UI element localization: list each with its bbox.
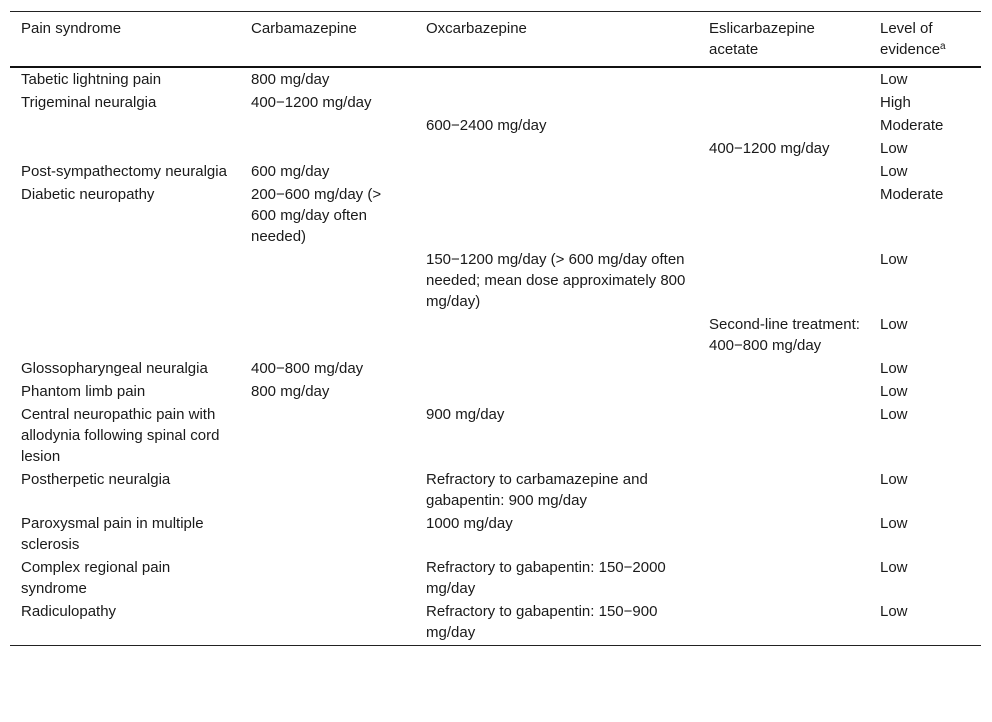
- cell-eslicarbazepine: [698, 67, 869, 91]
- cell-oxcarbazepine: Refractory to gabapentin: 150−2000 mg/day: [426, 559, 666, 597]
- cell-carbamazepine: [240, 248, 415, 313]
- footnote-marker: a: [940, 41, 946, 52]
- cell-syndrome: [10, 137, 240, 160]
- table-row: [10, 512, 981, 556]
- cell-level: Low: [880, 406, 908, 423]
- evidence-table: [10, 11, 981, 646]
- cell-oxcarbazepine: [415, 357, 698, 380]
- cell-level: Low: [880, 559, 908, 576]
- table-row: [10, 380, 981, 403]
- table-row: [10, 114, 981, 137]
- cell-oxcarbazepine: Refractory to carbamazepine and gabapentin: 900 mg/day: [426, 471, 648, 509]
- cell-eslicarbazepine: [698, 600, 869, 646]
- cell-oxcarbazepine: 1000 mg/day: [426, 515, 513, 532]
- cell-carbamazepine: 200−600 mg/day (> 600 mg/day often needed): [251, 186, 382, 245]
- header-level-of-evidence: [869, 12, 981, 68]
- cell-eslicarbazepine: [698, 468, 869, 512]
- cell-oxcarbazepine: 600−2400 mg/day: [426, 117, 547, 134]
- cell-syndrome: Post-sympathectomy neuralgia: [21, 163, 227, 180]
- table-row: [10, 160, 981, 183]
- table-row: [10, 248, 981, 313]
- table-row: [10, 403, 981, 468]
- table-row: [10, 137, 981, 160]
- cell-carbamazepine: [240, 556, 415, 600]
- cell-eslicarbazepine: [698, 512, 869, 556]
- cell-carbamazepine: [240, 468, 415, 512]
- cell-carbamazepine: [240, 313, 415, 357]
- cell-carbamazepine: [240, 403, 415, 468]
- cell-eslicarbazepine: [698, 357, 869, 380]
- cell-syndrome: Paroxysmal pain in multiple sclerosis: [21, 515, 204, 553]
- cell-level: Low: [880, 140, 908, 157]
- cell-oxcarbazepine: 900 mg/day: [426, 406, 505, 423]
- cell-level: Moderate: [880, 186, 944, 203]
- cell-oxcarbazepine: [415, 183, 698, 248]
- header-oxcarbazepine: Oxcarbazepine: [426, 20, 527, 37]
- cell-level: Low: [880, 515, 908, 532]
- cell-syndrome: [10, 248, 240, 313]
- cell-level: Low: [880, 316, 908, 333]
- cell-carbamazepine: 400−1200 mg/day: [251, 94, 372, 111]
- cell-level: Moderate: [880, 117, 944, 134]
- header-level-label: Level of evidence: [880, 20, 941, 58]
- cell-oxcarbazepine: [415, 67, 698, 91]
- cell-syndrome: Tabetic lightning pain: [21, 71, 162, 88]
- cell-oxcarbazepine: [415, 380, 698, 403]
- cell-eslicarbazepine: [698, 91, 869, 114]
- cell-oxcarbazepine: [415, 137, 698, 160]
- cell-level: Low: [880, 163, 908, 180]
- table-row: [10, 357, 981, 380]
- cell-syndrome: [10, 313, 240, 357]
- cell-oxcarbazepine: [415, 313, 698, 357]
- cell-level: Low: [880, 471, 908, 488]
- cell-oxcarbazepine: 150−1200 mg/day (> 600 mg/day often needed; mean dose approximately 800 mg/day): [426, 251, 686, 310]
- cell-eslicarbazepine: [698, 248, 869, 313]
- cell-level: Low: [880, 360, 908, 377]
- cell-eslicarbazepine: [698, 183, 869, 248]
- cell-eslicarbazepine: [698, 114, 869, 137]
- table-row: [10, 183, 981, 248]
- cell-eslicarbazepine: [698, 380, 869, 403]
- cell-carbamazepine: 600 mg/day: [251, 163, 330, 180]
- cell-syndrome: Diabetic neuropathy: [21, 186, 155, 203]
- cell-eslicarbazepine: 400−1200 mg/day: [709, 140, 830, 157]
- cell-carbamazepine: [240, 137, 415, 160]
- header-carbamazepine: Carbamazepine: [251, 20, 357, 37]
- table-row: [10, 313, 981, 357]
- cell-level: Low: [880, 603, 908, 620]
- evidence-table-container: [10, 11, 981, 646]
- table-row: [10, 556, 981, 600]
- cell-syndrome: Trigeminal neuralgia: [21, 94, 157, 111]
- cell-syndrome: Phantom limb pain: [21, 383, 146, 400]
- header-pain-syndrome: Pain syndrome: [21, 20, 122, 37]
- cell-syndrome: Complex regional pain syndrome: [21, 559, 171, 597]
- cell-carbamazepine: 800 mg/day: [251, 71, 330, 88]
- cell-syndrome: [10, 114, 240, 137]
- cell-level: High: [880, 94, 911, 111]
- cell-oxcarbazepine: Refractory to gabapentin: 150−900 mg/day: [426, 603, 658, 641]
- cell-oxcarbazepine: [415, 91, 698, 114]
- cell-syndrome: Radiculopathy: [21, 603, 117, 620]
- table-row: [10, 468, 981, 512]
- table-row: [10, 91, 981, 114]
- cell-eslicarbazepine: Second-line treatment: 400−800 mg/day: [709, 316, 860, 354]
- cell-eslicarbazepine: [698, 160, 869, 183]
- cell-carbamazepine: [240, 600, 415, 646]
- header-row: [10, 12, 981, 68]
- cell-oxcarbazepine: [415, 160, 698, 183]
- cell-carbamazepine: 400−800 mg/day: [251, 360, 364, 377]
- header-eslicarbazepine: Eslicarbazepine acetate: [709, 20, 815, 58]
- cell-level: Low: [880, 383, 908, 400]
- table-row: [10, 67, 981, 91]
- cell-eslicarbazepine: [698, 556, 869, 600]
- cell-eslicarbazepine: [698, 403, 869, 468]
- cell-syndrome: Central neuropathic pain with allodynia following spinal cord lesion: [21, 406, 220, 465]
- cell-carbamazepine: [240, 114, 415, 137]
- cell-carbamazepine: 800 mg/day: [251, 383, 330, 400]
- table-row: [10, 600, 981, 646]
- cell-syndrome: Glossopharyngeal neuralgia: [21, 360, 208, 377]
- cell-carbamazepine: [240, 512, 415, 556]
- cell-level: Low: [880, 251, 908, 268]
- cell-level: Low: [880, 71, 908, 88]
- cell-syndrome: Postherpetic neuralgia: [21, 471, 171, 488]
